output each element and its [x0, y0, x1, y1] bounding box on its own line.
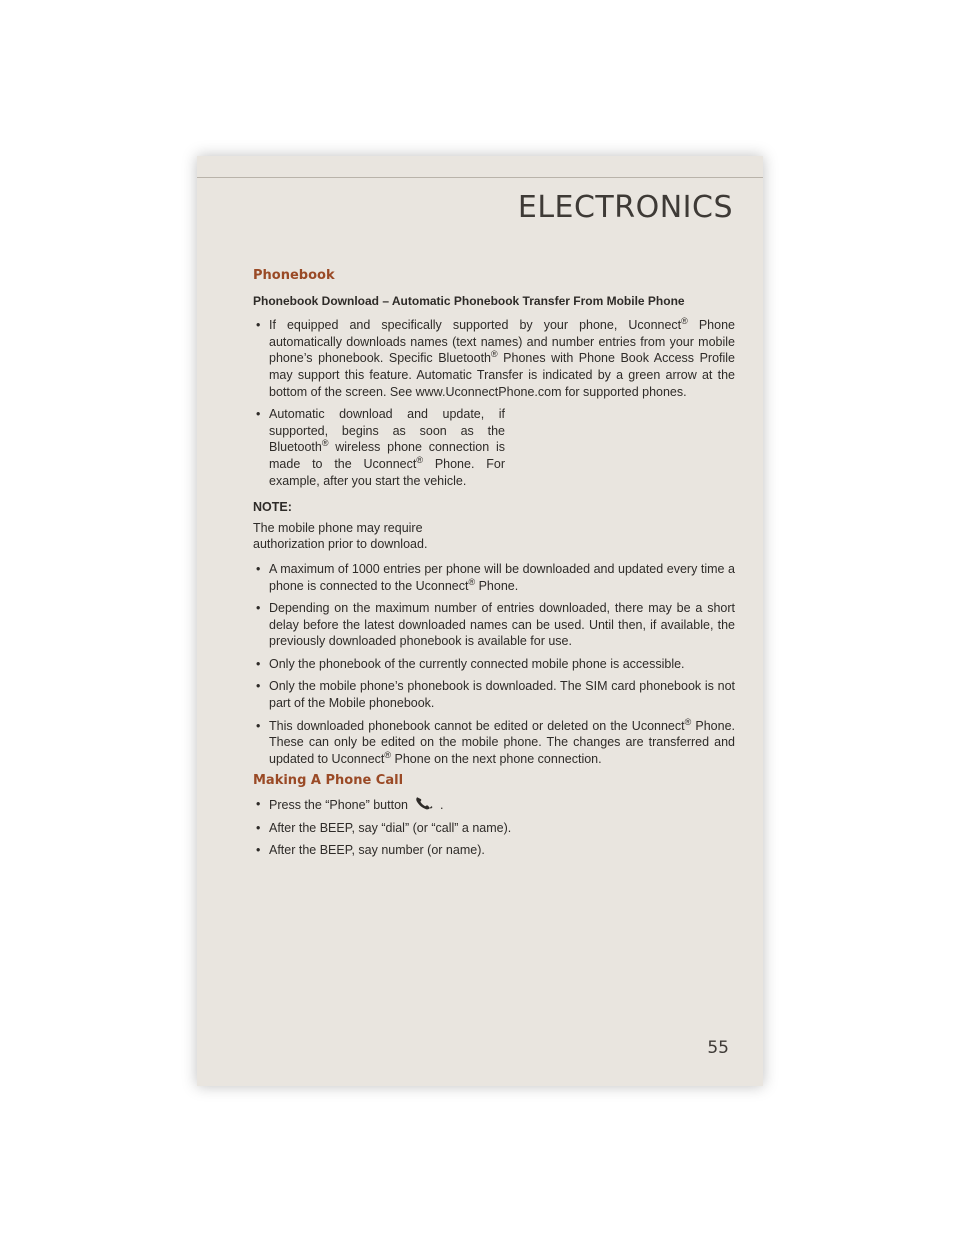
bullet-mark: •: [256, 718, 261, 733]
list-item: • This downloaded phonebook cannot be edited or deleted on the Uconnect® Phone. These can only be edited on the mobile phone. The changes are transferred and updated to Uconnect® Phone on the next phone connection.: [256, 716, 735, 766]
phone-icon: [415, 796, 433, 810]
list-item: • Press the “Phone” button .: [256, 797, 444, 813]
phonebook-bullets-top: [253, 317, 735, 489]
header-rule: [197, 177, 763, 178]
phonebook-heading: Phonebook: [253, 268, 335, 283]
note-label: NOTE:: [253, 500, 292, 515]
bullet-mark: •: [256, 797, 261, 812]
list-item: • If equipped and specifically supported by your phone, Uconnect® Phone automatically downloads names (text names) and number entries from your mobile phone’s phonebook. Specific Bluetooth® Phones with Phone Book Access Profile may support this feature. Automatic Transfer is indicated by a green arrow at the bottom of the screen. See www.UconnectPhone.com for supported phones.: [256, 316, 736, 399]
bullet-mark: •: [256, 407, 261, 422]
list-item: • Automatic download and update, if supported, begins as soon as the Bluetooth® wireless phone connection is made to the Uconnect® Phone. For example, after you start the vehicle.: [256, 407, 506, 488]
phonebook-download-subheading: Phonebook Download – Automatic Phonebook Transfer From Mobile Phone: [253, 293, 685, 308]
note-text: The mobile phone may require authorization prior to download.: [253, 520, 428, 552]
phonebook-bullets-bottom: [253, 561, 735, 768]
bullet-mark: •: [256, 318, 261, 333]
making-call-heading: Making A Phone Call: [253, 773, 404, 789]
list-item: • Only the phonebook of the currently connected mobile phone is accessible.: [256, 656, 685, 671]
list-item: • Depending on the maximum number of entries downloaded, there may be a short delay before the latest downloaded names can be used. Until then, if available, the previously downloaded phonebook is available for use.: [256, 601, 735, 649]
manual-page: [197, 156, 763, 1086]
bullet-mark: •: [256, 843, 261, 858]
bullet-mark: •: [256, 820, 261, 835]
bullet-mark: •: [256, 561, 261, 576]
bullet-mark: •: [256, 601, 261, 616]
page-content: [253, 268, 735, 865]
making-call-steps: [253, 796, 735, 859]
list-item: • A maximum of 1000 entries per phone will be downloaded and updated every time a phone is connected to the Uconnect® Phone.: [256, 561, 735, 593]
list-item: • After the BEEP, say “dial” (or “call” a name).: [256, 820, 512, 835]
page-number: 55: [707, 1038, 729, 1058]
bullet-mark: •: [256, 679, 261, 694]
bullet-mark: •: [256, 656, 261, 671]
list-item: • Only the mobile phone’s phonebook is downloaded. The SIM card phonebook is not part of the Mobile phonebook.: [256, 679, 735, 711]
section-title: ELECTRONICS: [517, 190, 733, 225]
list-item: • After the BEEP, say number (or name).: [256, 843, 485, 858]
